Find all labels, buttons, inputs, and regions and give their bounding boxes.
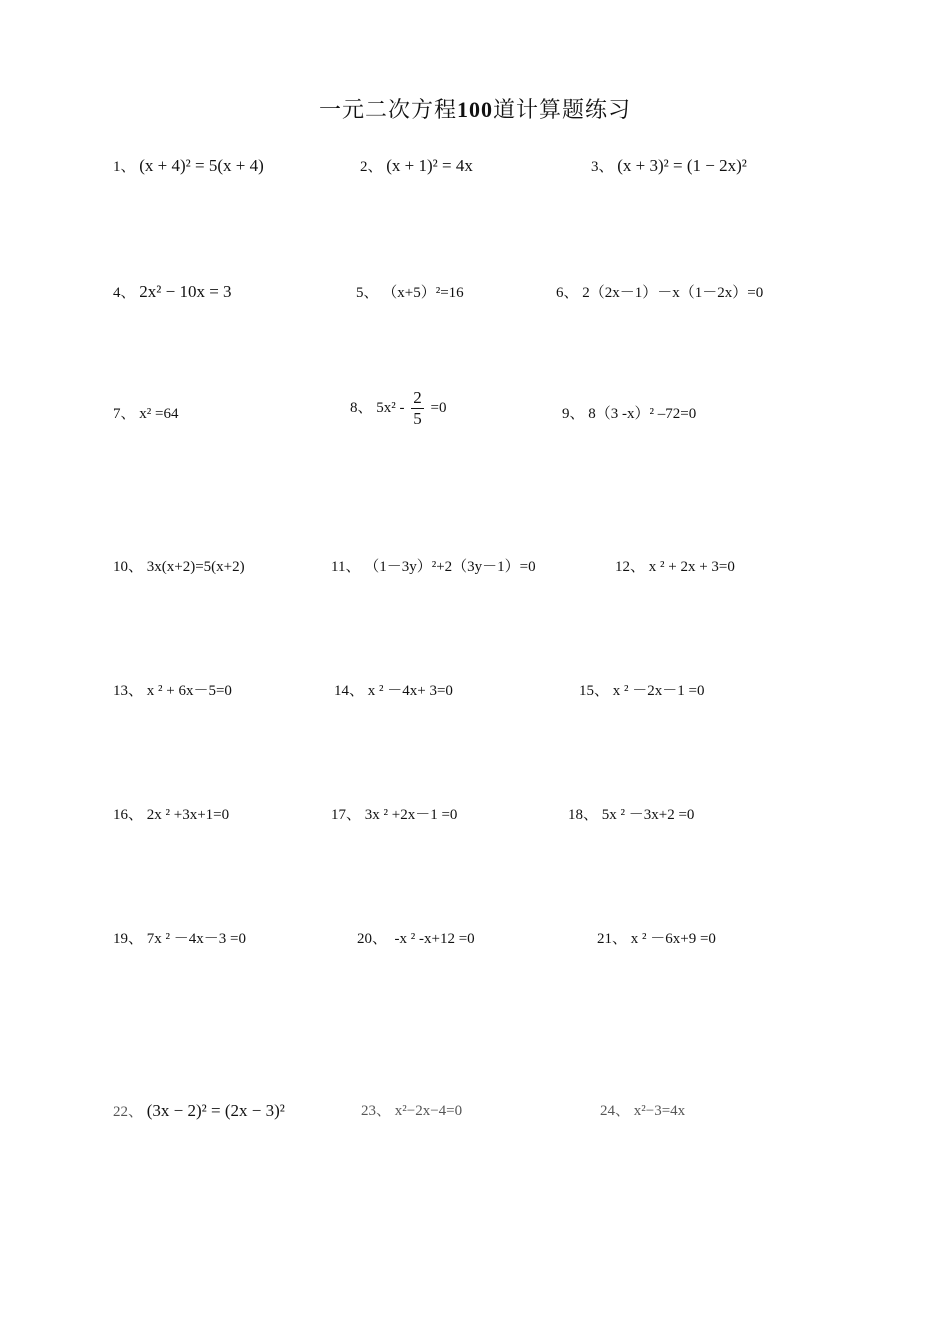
problem-number: 21、	[597, 931, 628, 947]
problem-number: 22、	[113, 1104, 144, 1120]
problem-number: 15、	[579, 683, 610, 699]
title-number: 100	[457, 97, 493, 122]
problem-21	[597, 932, 716, 947]
fraction-numerator: 2	[413, 388, 422, 407]
equation-end: =0	[430, 399, 447, 416]
problem-number: 20、	[357, 931, 388, 947]
equation: (x + 3)² = (1 − 2x)²	[617, 156, 747, 175]
problem-number: 11、	[331, 559, 361, 575]
problem-10	[113, 560, 245, 575]
problem-number: 6、	[556, 285, 579, 301]
problem-3	[591, 157, 747, 175]
problem-18	[568, 808, 694, 823]
problem-19	[113, 932, 246, 947]
problem-number: 23、	[361, 1103, 392, 1119]
problem-number: 1、	[113, 159, 136, 175]
problem-9	[562, 407, 696, 422]
equation: x²−3=4x	[633, 1103, 686, 1119]
problem-5	[356, 286, 464, 301]
page-title	[0, 93, 950, 124]
problem-1	[113, 157, 264, 175]
equation: x ² －6x+9 =0	[630, 931, 716, 947]
fraction	[411, 389, 424, 428]
problem-20	[357, 932, 475, 947]
problem-number: 2、	[360, 159, 383, 175]
problem-16	[113, 808, 229, 823]
problem-number: 17、	[331, 807, 362, 823]
equation: x²−2x−4=0	[394, 1103, 463, 1119]
equation: (x + 1)² = 4x	[386, 156, 473, 175]
problem-13	[113, 684, 232, 699]
fraction-denominator: 5	[413, 408, 422, 428]
problem-number: 19、	[113, 931, 144, 947]
problem-24	[600, 1104, 685, 1119]
equation: （1－3y）²+2（3y－1）=0	[364, 559, 536, 575]
equation: 2（2x－1）－x（1－2x）=0	[582, 285, 764, 301]
problem-number: 5、	[356, 285, 379, 301]
equation: 2x ² +3x+1=0	[146, 807, 230, 823]
equation: x ² －4x+ 3=0	[367, 683, 453, 699]
problem-number: 9、	[562, 406, 585, 422]
problem-number: 4、	[113, 285, 136, 301]
problem-number: 18、	[568, 807, 599, 823]
problem-number: 24、	[600, 1103, 631, 1119]
problem-2	[360, 157, 473, 175]
problem-number: 8、	[350, 399, 373, 416]
problem-22	[113, 1102, 285, 1120]
problem-number: 16、	[113, 807, 144, 823]
equation: -x ² -x+12 =0	[390, 931, 475, 947]
problem-15	[579, 684, 704, 699]
equation: 5x ² －3x+2 =0	[601, 807, 695, 823]
title-text-end: 道计算题练习	[493, 97, 632, 122]
equation-start: 5x² -	[376, 399, 405, 416]
problem-number: 14、	[334, 683, 365, 699]
equation: 2x² − 10x = 3	[139, 282, 232, 301]
equation: 3x(x+2)=5(x+2)	[146, 559, 245, 575]
equation: （x+5）²=16	[382, 285, 464, 301]
equation: 3x ² +2x－1 =0	[364, 807, 458, 823]
problem-number: 3、	[591, 159, 614, 175]
problem-4	[113, 283, 232, 301]
problem-14	[334, 684, 453, 699]
equation: (3x − 2)² = (2x − 3)²	[146, 1101, 285, 1120]
problem-8	[350, 389, 446, 428]
title-text: 一元二次方程	[318, 97, 457, 122]
equation: x ² －2x－1 =0	[612, 683, 705, 699]
problem-number: 12、	[615, 559, 646, 575]
equation: 7x ² －4x－3 =0	[146, 931, 246, 947]
problem-number: 10、	[113, 559, 144, 575]
problem-12	[615, 560, 735, 575]
problem-7	[113, 407, 178, 422]
equation: x² =64	[139, 406, 179, 422]
equation: x ² + 2x + 3=0	[648, 559, 735, 575]
problem-23	[361, 1104, 462, 1119]
problem-17	[331, 808, 457, 823]
problem-11	[331, 560, 536, 575]
equation: x ² + 6x－5=0	[146, 683, 232, 699]
equation: 8（3 -x）² –72=0	[588, 406, 697, 422]
problem-number: 7、	[113, 406, 136, 422]
equation: (x + 4)² = 5(x + 4)	[139, 156, 264, 175]
problem-6	[556, 286, 763, 301]
problem-number: 13、	[113, 683, 144, 699]
